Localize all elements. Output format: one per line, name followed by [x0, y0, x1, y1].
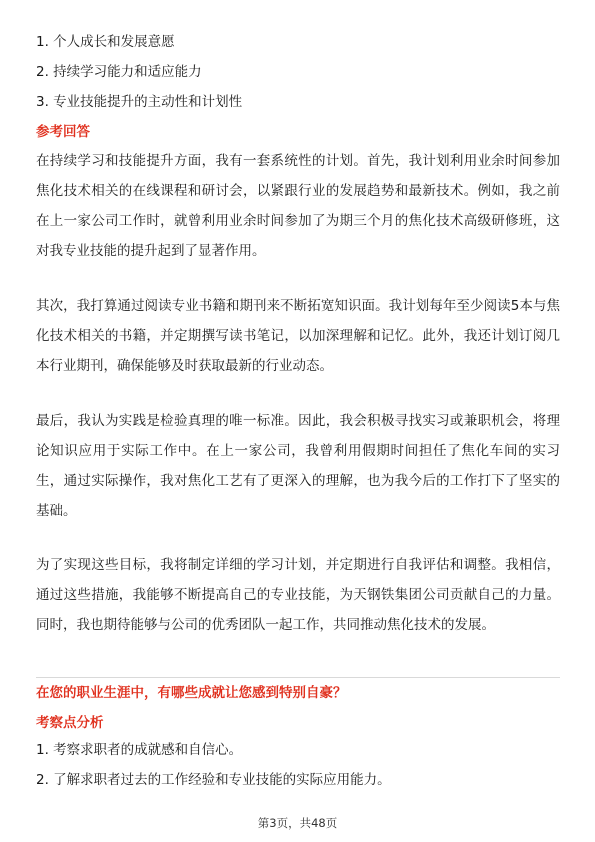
analysis-heading: 考察点分析 — [36, 715, 104, 731]
section-divider — [36, 677, 560, 678]
reference-answer-heading: 参考回答 — [36, 124, 90, 140]
question-title: 在您的职业生涯中，有哪些成就让您感到特别自豪？ — [36, 685, 347, 701]
answer-paragraph-4: 为了实现这些目标，我将制定详细的学习计划，并定期进行自我评估和调整。我相信，通过这些措施，我能够不断提高自己的专业技能，为天钢铁集团公司贡献自己的力量。同时，我也期待能够与公司的优秀团队一起工作，共同推动焦化技术的发展。 — [36, 557, 560, 633]
answer-paragraph-3: 最后，我认为实践是检验真理的唯一标准。因此，我会积极寻找实习或兼职机会，将理论知识应用于实际工作中。在上一家公司，我曾利用假期时间担任了焦化车间的实习生，通过实际操作，我对焦化工艺有了更深入的理解，也为我今后的工作打下了坚实的基础。 — [36, 413, 560, 519]
analysis-item-2: 2. 了解求职者过去的工作经验和专业技能的实际应用能力。 — [36, 772, 391, 788]
page-number: 第3页，共48页 — [257, 816, 338, 830]
answer-paragraph-2: 其次，我打算通过阅读专业书籍和期刊来不断拓宽知识面。我计划每年至少阅读5本与焦化技术相关的书籍，并定期撰写读书笔记，以加深理解和记忆。此外，我还计划订阅几本行业期刊，确保能够及时获取最新的行业动态。 — [36, 298, 560, 374]
criteria-item-3: 3. 专业技能提升的主动性和计划性 — [36, 94, 243, 110]
answer-paragraph-1: 在持续学习和技能提升方面，我有一套系统性的计划。首先，我计划利用业余时间参加焦化技术相关的在线课程和研讨会，以紧跟行业的发展趋势和最新技术。例如，我之前在上一家公司工作时，就曾利用业余时间参加了为期三个月的焦化技术高级研修班，这对我专业技能的提升起到了显著作用。 — [36, 153, 560, 259]
criteria-item-2: 2. 持续学习能力和适应能力 — [36, 64, 202, 80]
criteria-item-1: 1. 个人成长和发展意愿 — [36, 34, 175, 50]
analysis-item-1: 1. 考察求职者的成就感和自信心。 — [36, 742, 243, 758]
